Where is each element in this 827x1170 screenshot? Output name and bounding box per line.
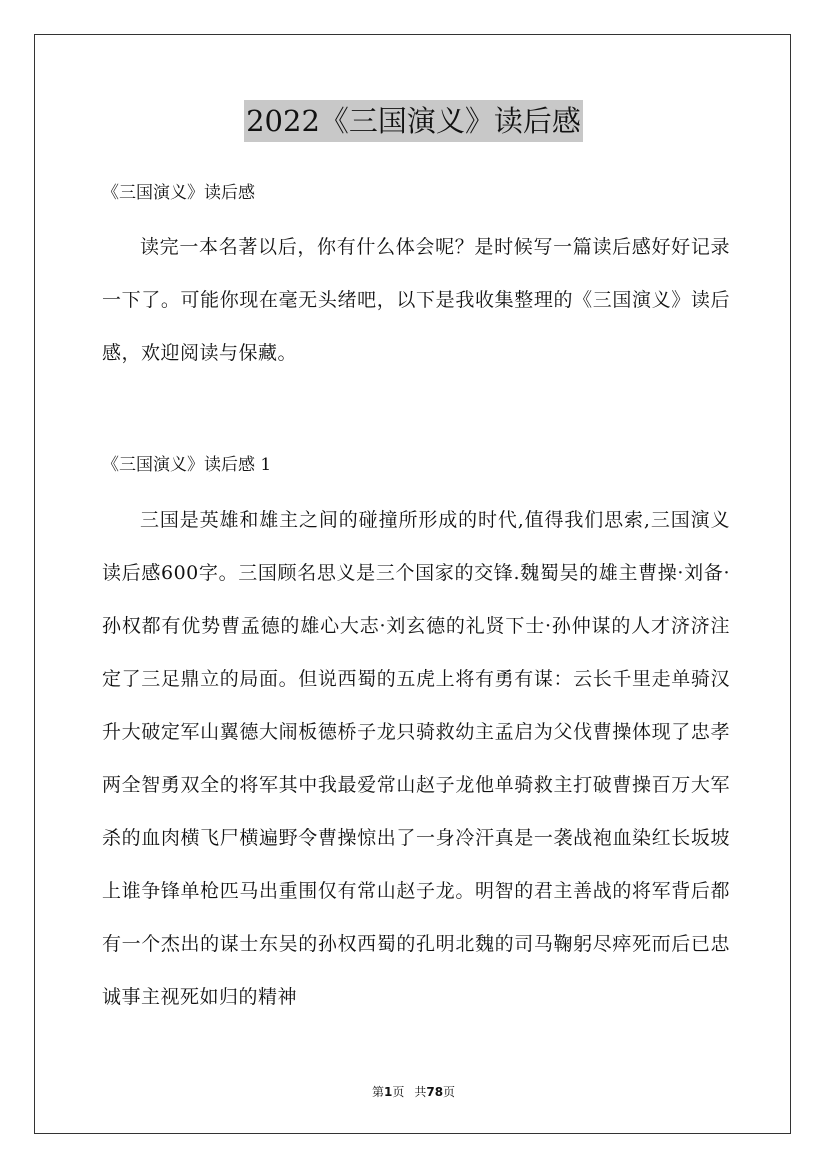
- page-prefix: 第: [371, 1085, 384, 1099]
- section-paragraph: 三国是英雄和雄主之间的碰撞所形成的时代,值得我们思索,三国演义读后感600字。三国顾名思义是三个国家的交锋.魏蜀吴的雄主曹操·刘备·孙权都有优势曹孟德的雄心大志·刘玄德的礼贤下士·孙仲谋的人才济济注定了三足鼎立的局面。但说西蜀的五虎上将有勇有谋：云长千里走单骑汉升大破定军山翼德大闹板德桥子龙只骑救幼主孟启为父伐曹操体现了忠孝两全智勇双全的将军其中我最爱常山赵子龙他单骑救主打破曹操百万大军杀的血肉横飞尸横遍野令曹操惊出了一身冷汗真是一袭战袍血染红长坂坡上谁争锋单枪匹马出重围仅有常山赵子龙。明智的君主善战的将军背后都有一个杰出的谋士东吴的孙权西蜀的孔明北魏的司马鞠躬尽瘁死而后已忠诚事主视死如归的精神: [102, 509, 730, 1008]
- total-prefix: 共: [414, 1085, 427, 1099]
- document-title-text: 2022《三国演义》读后感: [244, 100, 583, 142]
- total-suffix: 页: [443, 1085, 456, 1099]
- document-title: [0, 100, 827, 142]
- page-number: 1: [383, 1085, 393, 1099]
- intro-heading: 《三国演义》读后感: [102, 183, 255, 203]
- page-footer: [0, 1084, 827, 1100]
- page-suffix: 页: [392, 1085, 405, 1099]
- section-heading: 《三国演义》读后感 1: [102, 455, 272, 475]
- intro-paragraph: 读完一本名著以后，你有什么体会呢？是时候写一篇读后感好好记录一下了。可能你现在毫无头绪吧，以下是我收集整理的《三国演义》读后感，欢迎阅读与保藏。: [102, 236, 730, 364]
- total-pages: 78: [426, 1085, 444, 1099]
